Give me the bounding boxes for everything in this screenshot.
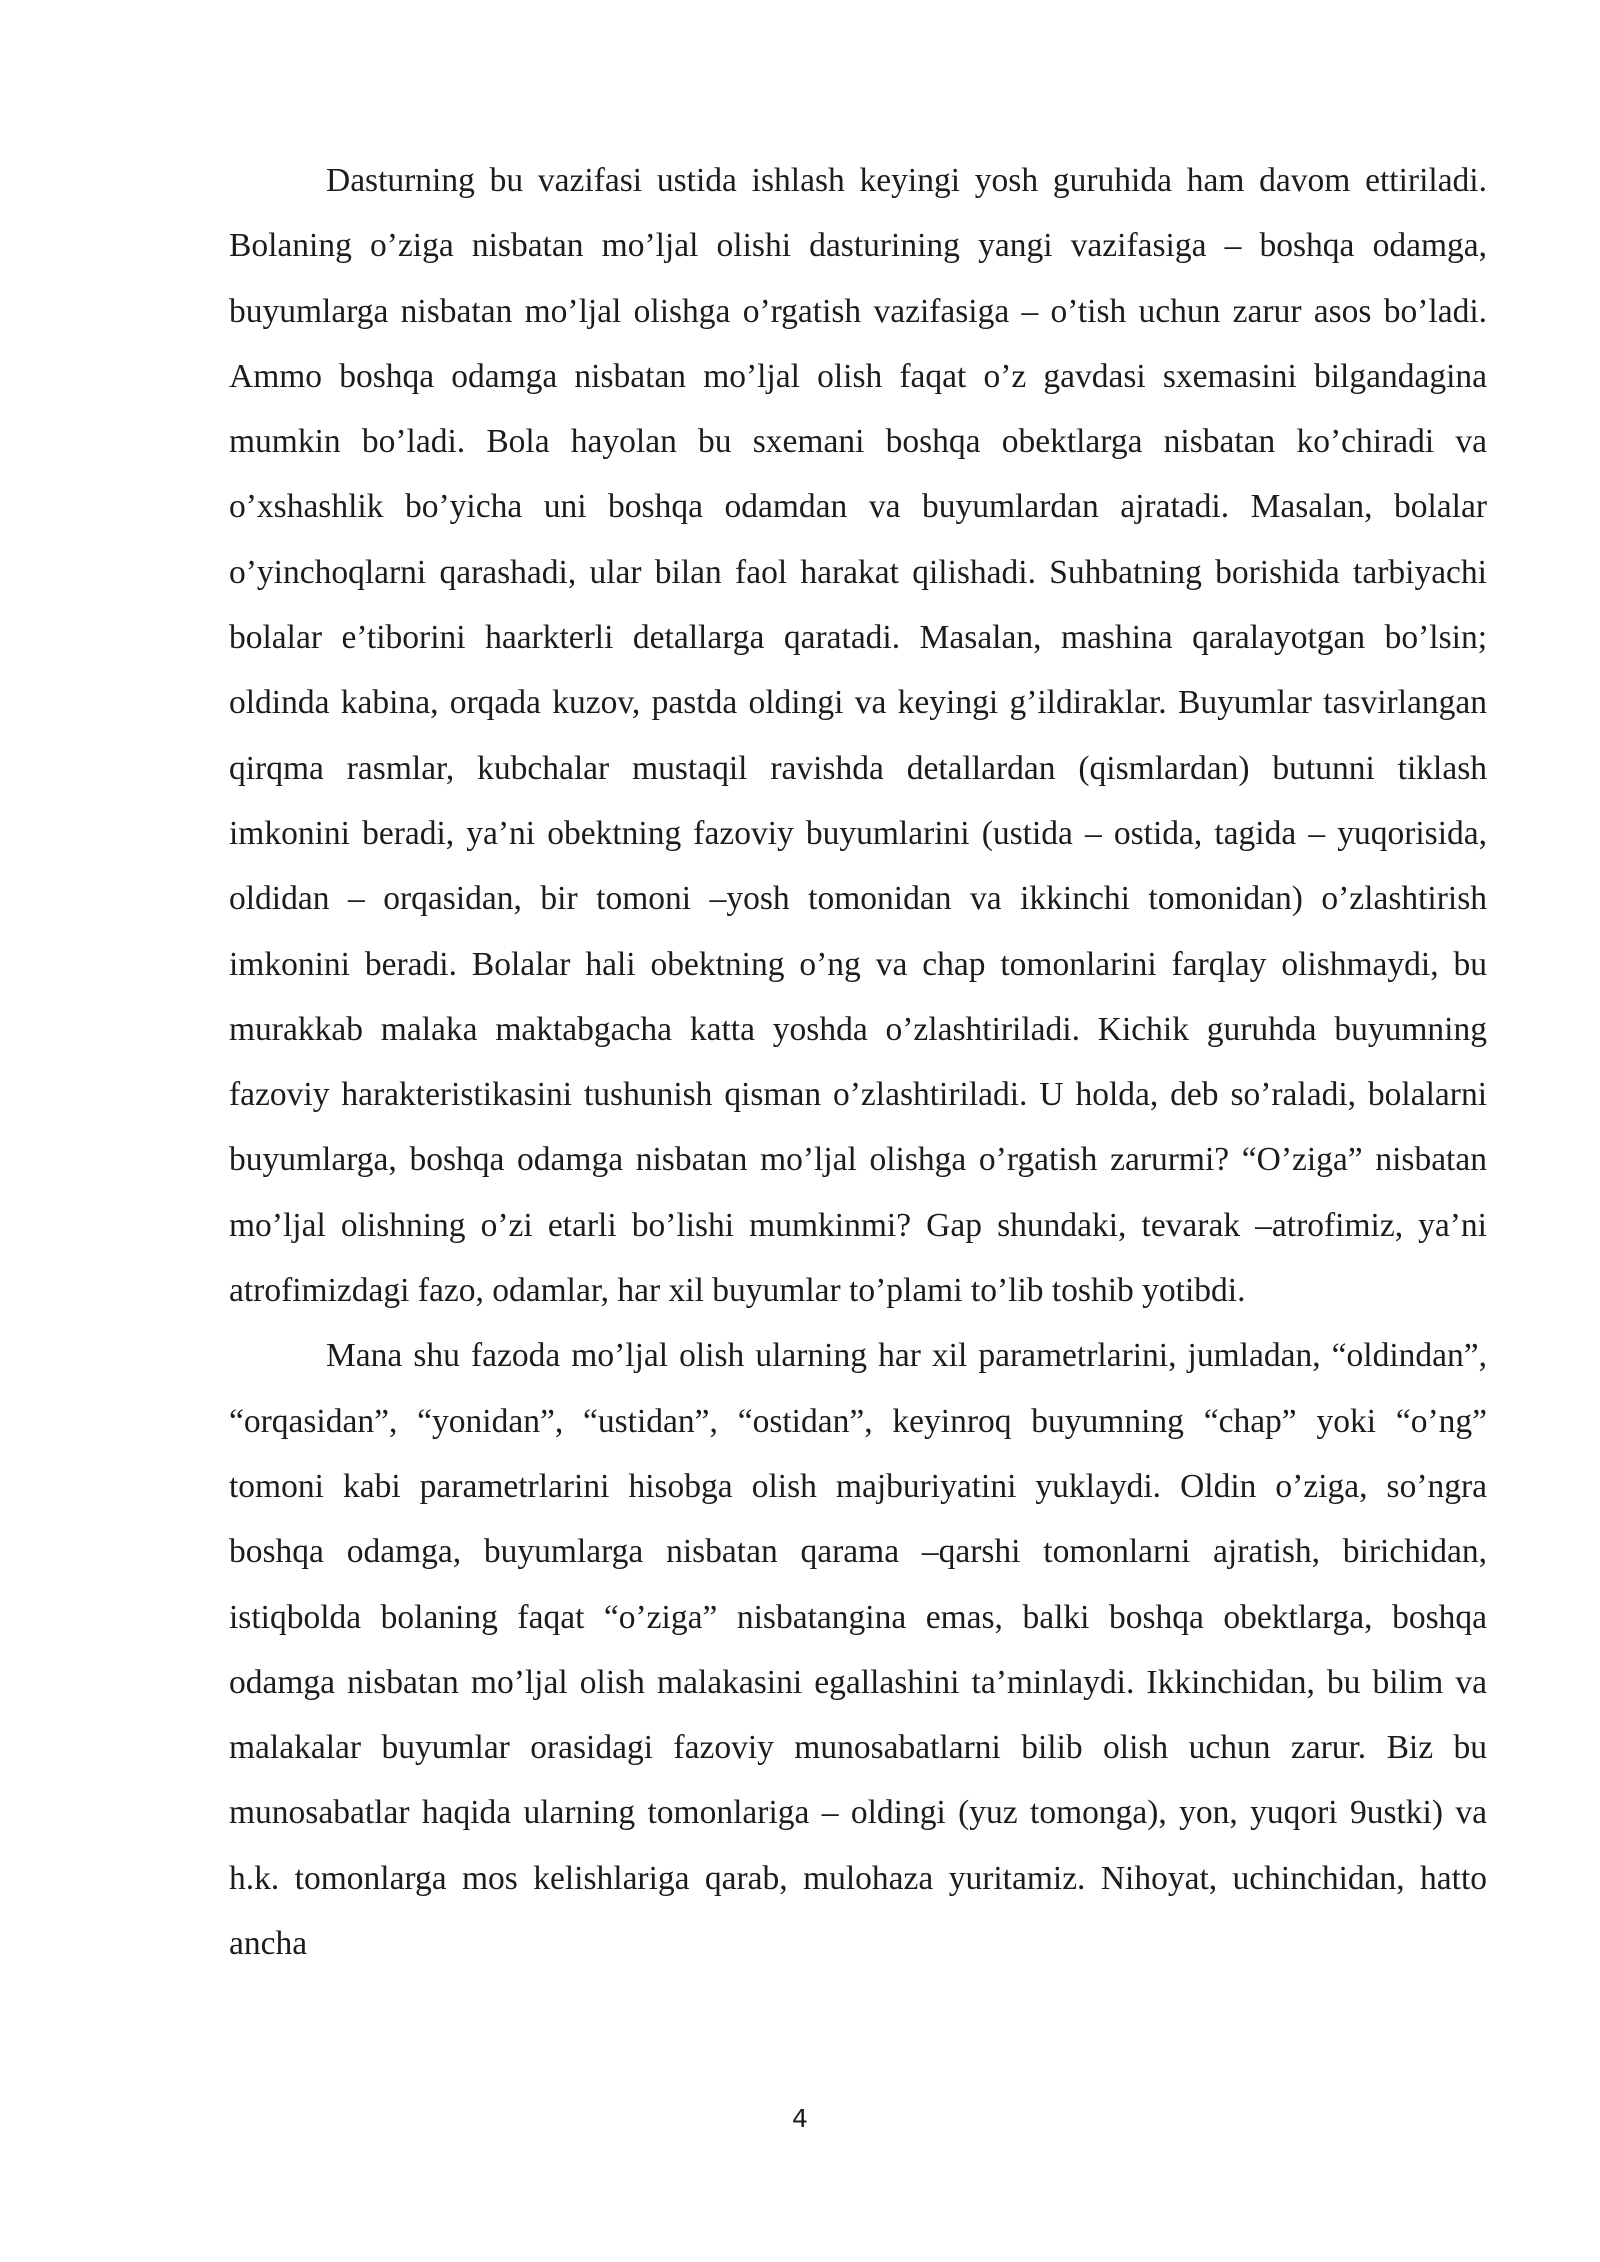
body-text [229, 148, 1487, 1976]
page-number: 4 [792, 2104, 808, 2133]
paragraph-2: Mana shu fazoda mo’ljal olish ularning har xil parametrlarini, jumladan, “oldindan”, “orqasidan”, “yonidan”, “ustidan”, “ostidan”, keyinroq buyumning “chap” yoki “o’ng” tomoni kabi parametrlarini hisobga olish majburiyatini yuklaydi. Oldin o’ziga, so’ngra boshqa odamga, buyumlarga nisbatan qarama –qarshi tomonlarni ajratish, birichidan, istiqbolda bolaning faqat “o’ziga” nisbatangina emas, balki boshqa obektlarga, boshqa odamga nisbatan mo’ljal olish malakasini egallashini ta’minlaydi. Ikkinchidan, bu bilim va malakalar buyumlar orasidagi fazoviy munosabatlarni bilib olish uchun zarur. Biz bu munosabatlar haqida ularning tomonlariga – oldingi (yuz tomonga), yon, yuqori 9ustki) va h.k. tomonlarga mos kelishlariga qarab, mulohaza yuritamiz. Nihoyat, uchinchidan, hatto ancha [229, 1337, 1487, 1963]
paragraph-1: Dasturning bu vazifasi ustida ishlash keyingi yosh guruhida ham davom ettiriladi. Bolaning o’ziga nisbatan mo’ljal olishi dasturining yangi vazifasiga – boshqa odamga, buyumlarga nisbatan mo’ljal olishga o’rgatish vazifasiga – o’tish uchun zarur asos bo’ladi. Ammo boshqa odamga nisbatan mo’ljal olish faqat o’z gavdasi sxemasini bilgandagina mumkin bo’ladi. Bola hayolan bu sxemani boshqa obektlarga nisbatan ko’chiradi va o’xshashlik bo’yicha uni boshqa odamdan va buyumlardan ajratadi. Masalan, bolalar o’yinchoqlarni qarashadi, ular bilan faol harakat qilishadi. Suhbatning borishida tarbiyachi bolalar e’tiborini haarkterli detallarga qaratadi. Masalan, mashina qaralayotgan bo’lsin; oldinda kabina, orqada kuzov, pastda oldingi va keyingi g’ildiraklar. Buyumlar tasvirlangan qirqma rasmlar, kubchalar mustaqil ravishda detallardan (qismlardan) butunni tiklash imkonini beradi, ya’ni obektning fazoviy buyumlarini (ustida – ostida, tagida – yuqorisida, oldidan – orqasidan, bir tomoni –yosh tomonidan va ikkinchi tomonidan) o’zlashtirish imkonini beradi. Bolalar hali obektning o’ng va chap tomonlarini farqlay olishmaydi, bu murakkab malaka maktabgacha katta yoshda o’zlashtiriladi. Kichik guruhda buyumning fazoviy harakteristikasini tushunish qisman o’zlashtiriladi. U holda, deb so’raladi, bolalarni buyumlarga, boshqa odamga nisbatan mo’ljal olishga o’rgatish zarurmi? “O’ziga” nisbatan mo’ljal olishning o’zi etarli bo’lishi mumkinmi? Gap shundaki, tevarak –atrofimiz, ya’ni atrofimizdagi fazo, odamlar, har xil buyumlar to’plami to’lib toshib yotibdi. [229, 162, 1487, 1310]
